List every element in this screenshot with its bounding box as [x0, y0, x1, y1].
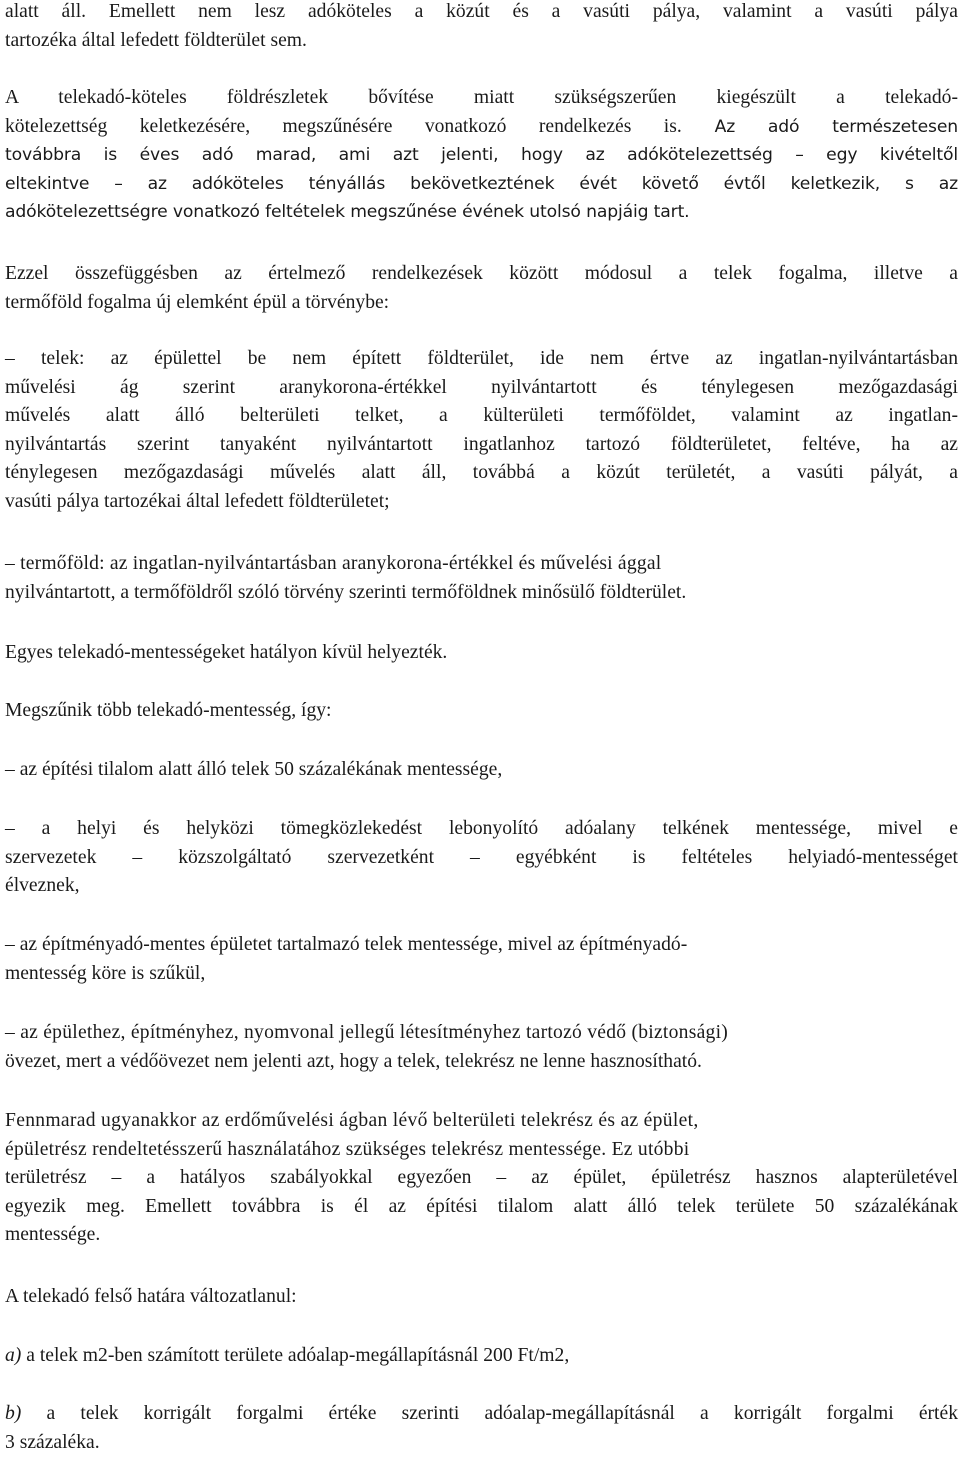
- list-marker: a): [5, 1345, 22, 1366]
- paragraph-2: [5, 84, 958, 227]
- paragraph-7: [5, 697, 958, 726]
- text-line: művelési ág szerint aranykorona-értékkel nyilvántartott és ténylegesen mezőgazdasági: [5, 376, 958, 398]
- paragraph-9: [5, 815, 958, 901]
- paragraph-15: [5, 1400, 958, 1457]
- text-line: – a helyi és helyközi tömegközlekedést lebonyolító adóalany telkének mentessége, mivel e: [5, 818, 958, 839]
- text-line: Ezzel összefüggésben az értelmező rendelkezések között módosul a telek fogalma, illetve a: [5, 263, 958, 284]
- text-segment-sans: Az adó természetesen: [681, 116, 958, 137]
- text-line: ténylegesen mezőgazdasági művelés alatt áll, továbbá a közút területét, a vasúti pályát, a: [5, 462, 958, 484]
- paragraph-14: [5, 1342, 958, 1371]
- text-line: 3 százaléka.: [5, 1431, 100, 1453]
- text-line: nyilvántartott, a termőföldről szóló törvény szerinti termőföldnek minősülő földterület.: [5, 581, 687, 603]
- text-segment: kötelezettség keletkezésére, megszűnésére vonatkozó rendelkezés is.: [5, 115, 682, 137]
- text-line: – az építményadó-mentes épületet tartalmazó telek mentessége, mivel az építményadó-: [5, 934, 688, 955]
- paragraph-1: [5, 0, 958, 55]
- text-line: eltekintve – az adóköteles tényállás bekövetkeztének évét követő évtől keletkezik, s az: [5, 173, 958, 194]
- text-line: épületrész rendeltetésszerű használatához szükséges telekrész mentessége. Ez utóbbi: [5, 1138, 690, 1160]
- paragraph-8: [5, 756, 958, 785]
- paragraph-11: [5, 1019, 958, 1076]
- text-line: termőföld fogalma új elemként épül a törvénybe:: [5, 291, 390, 313]
- text-line: [5, 1342, 958, 1371]
- text-line: – termőföld: az ingatlan-nyilvántartásban aranykorona-értékkel és művelési ággal: [5, 553, 662, 574]
- text-line: adókötelezettségre vonatkozó feltételek megszűnése évének utolsó napjáig tart.: [5, 202, 690, 223]
- paragraph-3: [5, 260, 958, 317]
- text-line: – az épülethez, építményhez, nyomvonal jellegű létesítményhez tartozó védő (biztonsági): [5, 1022, 729, 1043]
- text-line: [5, 1400, 958, 1429]
- text-line: A telekadó-köteles földrészletek bővítése miatt szükségszerűen kiegészült a telekadó-: [5, 87, 958, 108]
- paragraph-13: [5, 1283, 958, 1312]
- text-line: tartozéka által lefedett földterület sem.: [5, 29, 307, 51]
- text-line: továbbra is éves adó marad, ami azt jelenti, hogy az adókötelezettség – egy kivételtől: [5, 145, 958, 166]
- paragraph-12: [5, 1107, 958, 1250]
- text-line: A telekadó felső határa változatlanul:: [5, 1286, 297, 1307]
- paragraph-10: [5, 931, 958, 988]
- text-line: alatt áll. Emellett nem lesz adóköteles a közút és a vasúti pálya, valamint a vasúti pálya: [5, 1, 958, 22]
- paragraph-6: [5, 639, 958, 668]
- list-marker: b): [5, 1403, 22, 1424]
- paragraph-5: [5, 550, 958, 607]
- paragraph-4: [5, 345, 958, 517]
- text-line: nyilvántartás szerint tanyaként nyilvántartott ingatlanhoz tartozó földterületet, feltéve, ha az: [5, 433, 958, 455]
- text-line: – az építési tilalom alatt álló telek 50 százalékának mentessége,: [5, 759, 503, 780]
- text-line: egyezik meg. Emellett továbbra is él az építési tilalom alatt álló telek területe 50 százalékának: [5, 1195, 958, 1217]
- text-line: Egyes telekadó-mentességeket hatályon kívül helyezték.: [5, 642, 448, 663]
- text-line: mentessége.: [5, 1224, 101, 1246]
- text-line: Megszűnik több telekadó-mentesség, így:: [5, 700, 332, 721]
- text-segment: a telek m2-ben számított területe adóalap-megállapításnál 200 Ft/m2,: [21, 1345, 570, 1366]
- text-line: szervezetek – közszolgáltató szervezetként – egyébként is feltételes helyiadó-mentességet: [5, 846, 958, 868]
- text-line: övezet, mert a védőövezet nem jelenti azt, hogy a telek, telekrész ne lenne hasznosítható.: [5, 1050, 702, 1072]
- text-line: – telek: az épülettel be nem épített földterület, ide nem értve az ingatlan-nyilvántartásban: [5, 348, 958, 369]
- text-line-mixed: [5, 113, 958, 142]
- text-segment: a telek korrigált forgalmi értéke szerinti adóalap-megállapításnál a korrigált forgalmi érték: [21, 1403, 958, 1424]
- text-line: művelés alatt álló belterületi telket, a külterületi termőföldet, valamint az ingatlan-: [5, 405, 958, 427]
- text-line: élveznek,: [5, 875, 80, 897]
- text-line: mentesség köre is szűkül,: [5, 962, 206, 984]
- text-line: Fennmarad ugyanakkor az erdőművelési ágban lévő belterületi telekrész és az épület,: [5, 1110, 699, 1131]
- text-line: vasúti pálya tartozékai által lefedett földterületet;: [5, 490, 390, 512]
- text-line: területrész – a hatályos szabályokkal egyezően – az épület, épületrész hasznos alapterületével: [5, 1167, 958, 1189]
